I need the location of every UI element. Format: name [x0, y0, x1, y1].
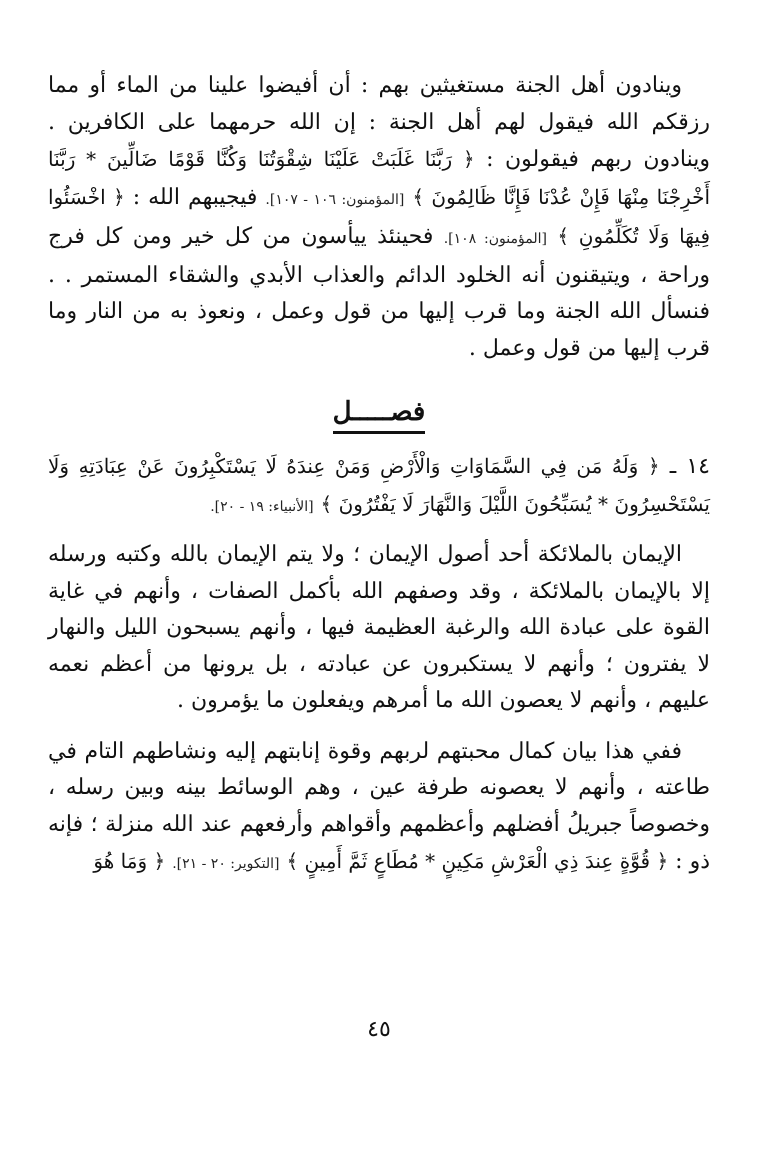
text-line: وأنهم لا يعصون الله ما أمرهم ويفعلون ما يؤمرون .	[176, 688, 638, 713]
text-line: ففي هذا بيان كمال محبتهم لربهم وقوة إنابتهم إليه ونشاطهم التام في	[48, 738, 682, 764]
text-line: الإيمان بالملائكة أحد أصول الإيمان ؛ ولا يتم الإيمان بالله وكتبه	[115, 542, 682, 567]
text-line: فيجيبهم الله :	[132, 184, 258, 210]
paragraph-angels	[48, 537, 710, 720]
quran-verse: ﴿ قُوَّةٍ عِندَ ذِي الْعَرْشِ مَكِينٍ * مُطَاعٍ ثَمَّ أَمِينٍ ﴾	[286, 849, 669, 873]
text-line: ومن كل فرج وراحة ، ويتيقنون أنه الخلود الدائم والعذاب الأبدي	[48, 224, 710, 288]
text-line: لا يفترون ؛ وأنهم لا يستكبرون عن عبادته ، بل يرونها من أعظم نعمه عليهم ،	[48, 651, 710, 713]
text-line: وخصوصاً جبريلُ أفضلهم وأعظمهم وأقواهم وأرفعهم عند الله منزلة ؛	[90, 811, 710, 837]
quran-verse: ﴿ رَبَّنَا غَلَبَتْ عَلَيْنَا شِقْوَتُنَا وَكُنَّا قَوْمًا ضَالِّينَ * رَبَّنَا	[48, 147, 475, 171]
text-line: طاعته ، وأنهم لا يعصونه طرفة عين ، وهم الوسائط بينه وبين رسله ،	[48, 775, 710, 800]
text-line: رزقكم الله فيقول لهم أهل الجنة : إن الله حرمهما على الكافرين . وينادون	[48, 109, 710, 172]
verse-reference: [الأنبياء: ١٩ - ٢٠].	[210, 498, 314, 515]
section-heading-wrap	[48, 397, 710, 434]
quran-verse: ﴿ اخْسَئُوا فِيهَا وَلَا تُكَلِّمُونِ ﴾	[48, 184, 711, 248]
verse-number: ١٤ ـ	[669, 454, 710, 479]
text-line: ونعوذ به من النار وما قرب إليها من قول وعمل .	[48, 299, 710, 361]
paragraph-angels-love	[48, 734, 710, 883]
text-line: غاية القوة على عبادة الله والرغبة العظيمة فيها ، وأنهم يسبحون الليل والنهار	[48, 578, 710, 640]
verse-14	[48, 448, 710, 525]
verse-reference: [المؤمنون: ١٠٦ - ١٠٧].	[265, 191, 405, 208]
text-line: ورسله إلا بالإيمان بالملائكة ، وقد وصفهم الله بأكمل الصفات ، وأنهم في	[48, 542, 710, 604]
text-line: ربهم فيقولون :	[486, 147, 632, 172]
quran-verse: أَخْرِجْنَا مِنْهَا فَإِنْ عُدْنَا فَإِنَّا ظَالِمُونَ ﴾	[412, 184, 711, 209]
paragraph-hell-dwellers	[48, 68, 710, 367]
text-line: وينادون أهل الجنة مستغيثين بهم : أن أفيضوا علينا من الماء أو مما	[48, 73, 682, 98]
quran-verse: ﴿ وَمَا هُوَ	[93, 849, 166, 873]
text-line: والشقاء المستمر . . فنسأل الله الجنة وما قرب إليها من قول وعمل ،	[48, 262, 711, 324]
text-line: فحينئذ ييأسون من كل خير	[182, 224, 434, 249]
verse-reference: [المؤمنون: ١٠٨].	[443, 231, 547, 247]
quran-verse: ﴿ وَلَهُ مَن فِي السَّمَاوَاتِ وَالْأَرْضِ وَمَنْ عِندَهُ لَا يَسْتَكْبِرُونَ عَنْ عِبَادَتِهِ وَلَا يَسْتَحْسِرُونَ * يُسَبِّحُونَ اللَّيْلَ وَالنَّهَارَ لَا يَفْتُرُونَ ﴾	[48, 454, 710, 516]
section-heading: فصـــــل	[333, 397, 426, 434]
verse-reference: [التكوير: ٢٠ - ٢١].	[172, 856, 280, 872]
page-number: ٤٥	[367, 1017, 391, 1042]
text-line: فإنه ذو :	[48, 811, 710, 874]
